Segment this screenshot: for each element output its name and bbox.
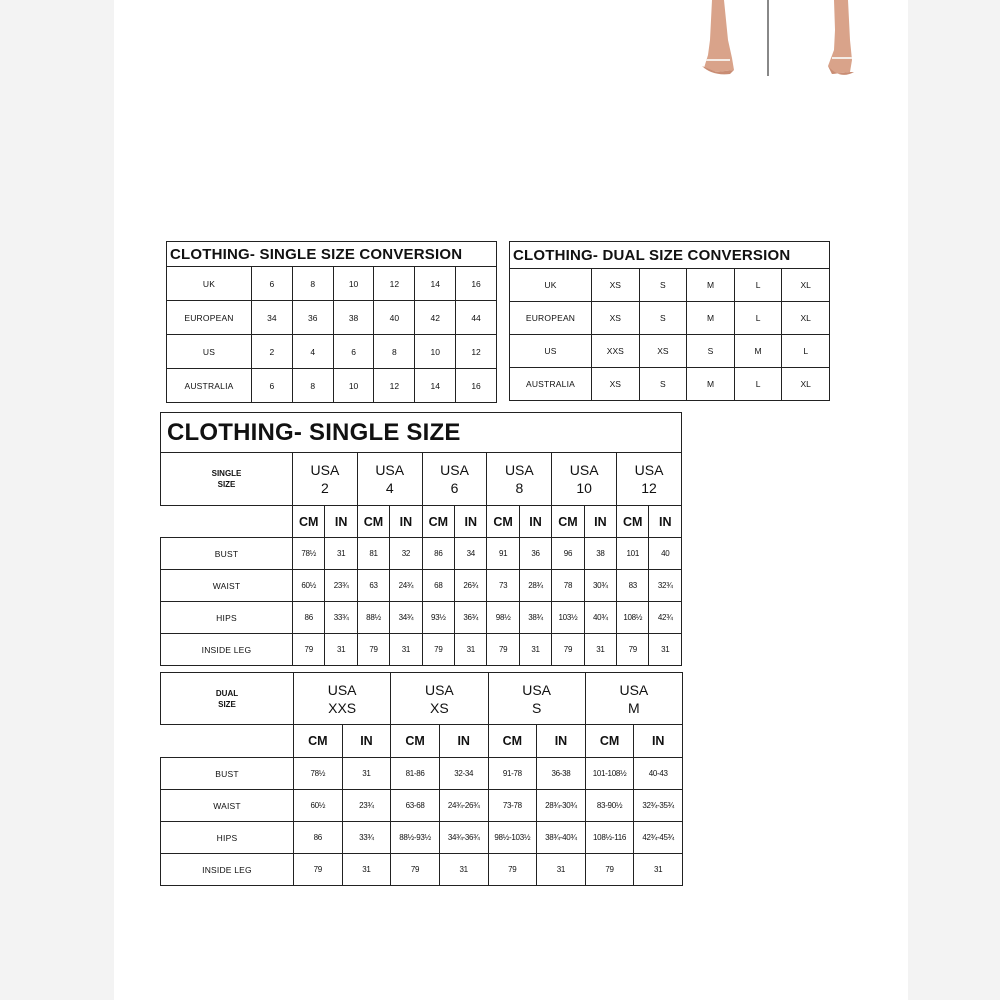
size-value: 6 <box>450 480 459 496</box>
dual-size-label-line1: DUAL <box>215 688 239 698</box>
value-cell: 32¾-35¾ <box>634 790 683 822</box>
value-cell: 38 <box>333 301 374 335</box>
value-cell: 23¾ <box>342 790 391 822</box>
value-cell: 81-86 <box>391 758 440 790</box>
value-cell: 103½ <box>552 602 584 634</box>
value-cell: 6 <box>252 267 293 301</box>
size-value: XXS <box>328 699 357 716</box>
value-cell: XXS <box>592 335 640 368</box>
value-cell: S <box>639 269 687 302</box>
value-cell: 79 <box>487 634 519 666</box>
value-cell: M <box>687 302 735 335</box>
value-cell: XS <box>639 335 687 368</box>
value-cell: 32 <box>390 538 422 570</box>
value-cell: 79 <box>293 634 325 666</box>
table-row <box>167 335 497 369</box>
value-cell: 36 <box>292 301 333 335</box>
size-value: 8 <box>515 480 524 496</box>
value-cell: M <box>687 368 735 401</box>
size-value: S <box>531 699 542 716</box>
value-cell: 26¾ <box>455 570 487 602</box>
value-cell: 79 <box>617 634 649 666</box>
dual-size-label <box>161 673 294 725</box>
value-cell: 34 <box>455 538 487 570</box>
value-cell: 16 <box>456 369 497 403</box>
row-label: AUSTRALIA <box>167 369 252 403</box>
value-cell: 101-108½ <box>585 758 634 790</box>
single-conversion-title: CLOTHING- SINGLE SIZE CONVERSION <box>167 242 497 267</box>
size-usa: USA <box>522 681 552 698</box>
value-cell: 86 <box>294 822 343 854</box>
unit-header: CM <box>293 506 325 538</box>
row-label: BUST <box>161 538 293 570</box>
unit-header: IN <box>325 506 357 538</box>
table-row <box>510 368 830 401</box>
value-cell: 8 <box>374 335 415 369</box>
row-label: BUST <box>161 758 294 790</box>
value-cell: 31 <box>455 634 487 666</box>
value-cell: 40-43 <box>634 758 683 790</box>
value-cell: 12 <box>374 267 415 301</box>
value-cell: 79 <box>552 634 584 666</box>
value-cell: 73-78 <box>488 790 537 822</box>
table-row <box>167 267 497 301</box>
value-cell: 79 <box>488 854 537 886</box>
size-header <box>585 673 682 725</box>
value-cell: 32-34 <box>439 758 488 790</box>
blank-cell <box>161 725 294 758</box>
value-cell: S <box>687 335 735 368</box>
value-cell: 16 <box>456 267 497 301</box>
value-cell: XL <box>782 269 830 302</box>
value-cell: 24¾-26¾ <box>439 790 488 822</box>
value-cell: 93½ <box>422 602 454 634</box>
value-cell: 6 <box>252 369 293 403</box>
size-header <box>357 453 422 506</box>
row-label: AUSTRALIA <box>510 368 592 401</box>
table-row <box>161 822 683 854</box>
table-row <box>161 538 682 570</box>
single-size-label-line2: SIZE <box>217 480 236 489</box>
value-cell: XL <box>782 302 830 335</box>
value-cell: 81 <box>357 538 389 570</box>
value-cell: L <box>734 269 782 302</box>
row-label: UK <box>167 267 252 301</box>
dual-size-conversion-table <box>509 241 830 401</box>
value-cell: 31 <box>390 634 422 666</box>
value-cell: 12 <box>456 335 497 369</box>
value-cell: 33¾ <box>342 822 391 854</box>
value-cell: 86 <box>293 602 325 634</box>
value-cell: 38¾-40¾ <box>537 822 586 854</box>
table-row <box>167 369 497 403</box>
value-cell: S <box>639 302 687 335</box>
size-usa: USA <box>375 462 405 478</box>
value-cell: 73 <box>487 570 519 602</box>
value-cell: 40 <box>649 538 682 570</box>
size-value: 4 <box>385 480 394 496</box>
value-cell: 78½ <box>294 758 343 790</box>
single-size-measurements-table <box>160 412 682 666</box>
value-cell: 91 <box>487 538 519 570</box>
single-size-conversion-table <box>166 241 497 403</box>
value-cell: 8 <box>292 267 333 301</box>
size-usa: USA <box>619 681 649 698</box>
value-cell: 14 <box>415 369 456 403</box>
table-row <box>510 335 830 368</box>
value-cell: 12 <box>374 369 415 403</box>
row-label: WAIST <box>161 790 294 822</box>
value-cell: 38 <box>584 538 616 570</box>
value-cell: 33¾ <box>325 602 357 634</box>
value-cell: 40¾ <box>584 602 616 634</box>
value-cell: 23¾ <box>325 570 357 602</box>
blank-cell <box>161 506 293 538</box>
single-size-label-line1: SINGLE <box>211 469 242 478</box>
size-usa: USA <box>634 462 664 478</box>
value-cell: 42¾-45¾ <box>634 822 683 854</box>
value-cell: 60½ <box>293 570 325 602</box>
size-header <box>294 673 391 725</box>
table-row <box>167 301 497 335</box>
row-label: HIPS <box>161 602 293 634</box>
value-cell: 4 <box>292 335 333 369</box>
table-row <box>161 602 682 634</box>
unit-header: IN <box>649 506 682 538</box>
row-label: US <box>510 335 592 368</box>
value-cell: 83 <box>617 570 649 602</box>
value-cell: 34¾-36¾ <box>439 822 488 854</box>
size-header <box>391 673 488 725</box>
size-value: M <box>628 699 640 716</box>
size-header <box>293 453 358 506</box>
value-cell: 24¾ <box>390 570 422 602</box>
value-cell: 79 <box>391 854 440 886</box>
unit-header: CM <box>294 725 343 758</box>
value-cell: 31 <box>649 634 682 666</box>
row-label: WAIST <box>161 570 293 602</box>
table-row <box>161 758 683 790</box>
value-cell: 31 <box>584 634 616 666</box>
dual-size-label-line2: SIZE <box>218 699 236 709</box>
value-cell: L <box>734 368 782 401</box>
value-cell: 36¾ <box>455 602 487 634</box>
value-cell: 31 <box>342 854 391 886</box>
value-cell: 8 <box>292 369 333 403</box>
value-cell: 2 <box>252 335 293 369</box>
value-cell: 78½ <box>293 538 325 570</box>
value-cell: 44 <box>456 301 497 335</box>
table-row <box>510 302 830 335</box>
value-cell: 60½ <box>294 790 343 822</box>
value-cell: XS <box>592 302 640 335</box>
value-cell: 31 <box>342 758 391 790</box>
table-row <box>161 634 682 666</box>
value-cell: 31 <box>325 538 357 570</box>
value-cell: 31 <box>325 634 357 666</box>
value-cell: 31 <box>537 854 586 886</box>
unit-header: CM <box>585 725 634 758</box>
value-cell: 40 <box>374 301 415 335</box>
table-row <box>161 854 683 886</box>
unit-header: IN <box>455 506 487 538</box>
value-cell: M <box>734 335 782 368</box>
unit-header: CM <box>552 506 584 538</box>
unit-header: IN <box>390 506 422 538</box>
value-cell: 31 <box>634 854 683 886</box>
value-cell: 79 <box>357 634 389 666</box>
single-size-title: CLOTHING- SINGLE SIZE <box>161 413 682 453</box>
value-cell: XS <box>592 368 640 401</box>
size-usa: USA <box>424 681 454 698</box>
value-cell: 83-90½ <box>585 790 634 822</box>
row-label: INSIDE LEG <box>161 634 293 666</box>
size-value: XS <box>430 699 449 716</box>
value-cell: XS <box>592 269 640 302</box>
value-cell: M <box>687 269 735 302</box>
unit-header: IN <box>519 506 551 538</box>
value-cell: 42 <box>415 301 456 335</box>
value-cell: L <box>782 335 830 368</box>
unit-header: CM <box>617 506 649 538</box>
size-value: 10 <box>576 480 592 496</box>
table-row <box>161 790 683 822</box>
value-cell: 88½-93½ <box>391 822 440 854</box>
size-chart-page <box>114 0 908 1000</box>
unit-header: CM <box>488 725 537 758</box>
value-cell: 6 <box>333 335 374 369</box>
value-cell: 101 <box>617 538 649 570</box>
unit-header: IN <box>537 725 586 758</box>
size-usa: USA <box>504 462 534 478</box>
row-label: EUROPEAN <box>510 302 592 335</box>
value-cell: 63 <box>357 570 389 602</box>
value-cell: 78 <box>552 570 584 602</box>
size-header <box>552 453 617 506</box>
dual-conversion-title: CLOTHING- DUAL SIZE CONVERSION <box>510 242 830 269</box>
value-cell: 79 <box>585 854 634 886</box>
value-cell: 28¾-30¾ <box>537 790 586 822</box>
unit-header: CM <box>422 506 454 538</box>
value-cell: 28¾ <box>519 570 551 602</box>
value-cell: 34¾ <box>390 602 422 634</box>
table-row <box>510 269 830 302</box>
value-cell: 10 <box>415 335 456 369</box>
value-cell: 36 <box>519 538 551 570</box>
value-cell: 68 <box>422 570 454 602</box>
value-cell: 14 <box>415 267 456 301</box>
unit-header: IN <box>439 725 488 758</box>
unit-header: IN <box>342 725 391 758</box>
value-cell: 98½ <box>487 602 519 634</box>
unit-header: CM <box>487 506 519 538</box>
row-label: UK <box>510 269 592 302</box>
value-cell: 98½-103½ <box>488 822 537 854</box>
size-header <box>487 453 552 506</box>
value-cell: L <box>734 302 782 335</box>
unit-header: CM <box>391 725 440 758</box>
value-cell: 42¾ <box>649 602 682 634</box>
value-cell: 31 <box>439 854 488 886</box>
value-cell: 108½-116 <box>585 822 634 854</box>
value-cell: 10 <box>333 267 374 301</box>
size-value: 12 <box>641 480 657 496</box>
value-cell: 38¾ <box>519 602 551 634</box>
row-label: EUROPEAN <box>167 301 252 335</box>
row-label: INSIDE LEG <box>161 854 294 886</box>
size-usa: USA <box>440 462 469 478</box>
value-cell: S <box>639 368 687 401</box>
table-row <box>161 570 682 602</box>
value-cell: XL <box>782 368 830 401</box>
row-label: US <box>167 335 252 369</box>
dual-size-measurements-table <box>160 672 683 886</box>
model-legs-photo <box>694 0 864 82</box>
value-cell: 96 <box>552 538 584 570</box>
value-cell: 79 <box>422 634 454 666</box>
value-cell: 91-78 <box>488 758 537 790</box>
row-label: HIPS <box>161 822 294 854</box>
value-cell: 88½ <box>357 602 389 634</box>
value-cell: 32¾ <box>649 570 682 602</box>
value-cell: 30¾ <box>584 570 616 602</box>
size-header <box>422 453 487 506</box>
size-usa: USA <box>327 681 357 698</box>
size-usa: USA <box>310 462 340 478</box>
size-usa: USA <box>569 462 599 478</box>
size-header <box>488 673 585 725</box>
value-cell: 36-38 <box>537 758 586 790</box>
unit-header: CM <box>357 506 389 538</box>
value-cell: 10 <box>333 369 374 403</box>
value-cell: 79 <box>294 854 343 886</box>
value-cell: 108½ <box>617 602 649 634</box>
value-cell: 34 <box>252 301 293 335</box>
value-cell: 63-68 <box>391 790 440 822</box>
unit-header: IN <box>634 725 683 758</box>
value-cell: 86 <box>422 538 454 570</box>
size-header <box>617 453 682 506</box>
value-cell: 31 <box>519 634 551 666</box>
unit-header: IN <box>584 506 616 538</box>
single-size-label <box>161 453 293 506</box>
size-value: 2 <box>321 480 329 496</box>
